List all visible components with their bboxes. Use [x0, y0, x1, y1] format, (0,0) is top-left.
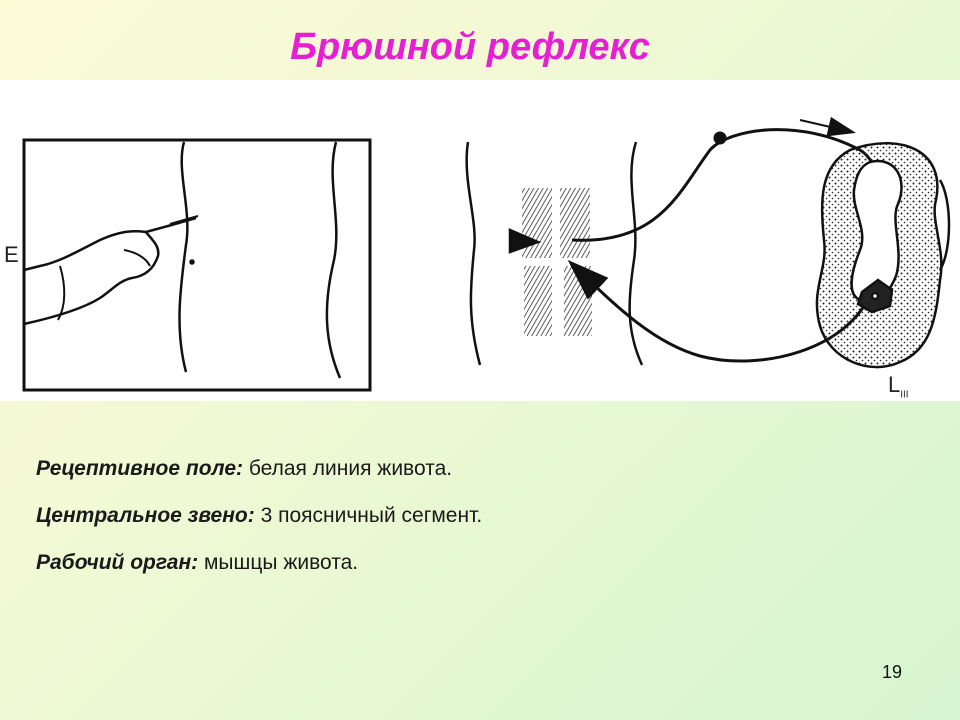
effector-text: мышцы живота.	[198, 551, 359, 574]
effector-label: Рабочий орган:	[36, 551, 199, 574]
central-link-text: 3 поясничный сегмент.	[254, 504, 483, 527]
receptive-field-label: Рецептивное поле:	[36, 457, 244, 480]
segment-label-main: L	[888, 372, 901, 397]
effector-line	[36, 548, 916, 595]
torso-hand-panel	[24, 140, 370, 390]
reflex-diagram	[0, 80, 960, 401]
segment-label	[888, 372, 909, 400]
label-e: E	[4, 242, 19, 267]
reflex-description	[36, 454, 916, 595]
page-number: 19	[881, 662, 902, 682]
reflex-illustration	[0, 80, 960, 401]
central-link-label: Центральное звено:	[36, 504, 255, 527]
spinal-segment	[817, 143, 949, 367]
receptive-field-text: белая линия живота.	[243, 457, 453, 480]
abdomen-panel	[467, 142, 642, 365]
central-link-line	[36, 501, 916, 548]
segment-label-sub: III	[900, 389, 909, 401]
receptive-field-line	[36, 454, 916, 501]
slide-title: Брюшной рефлекс	[290, 26, 650, 68]
